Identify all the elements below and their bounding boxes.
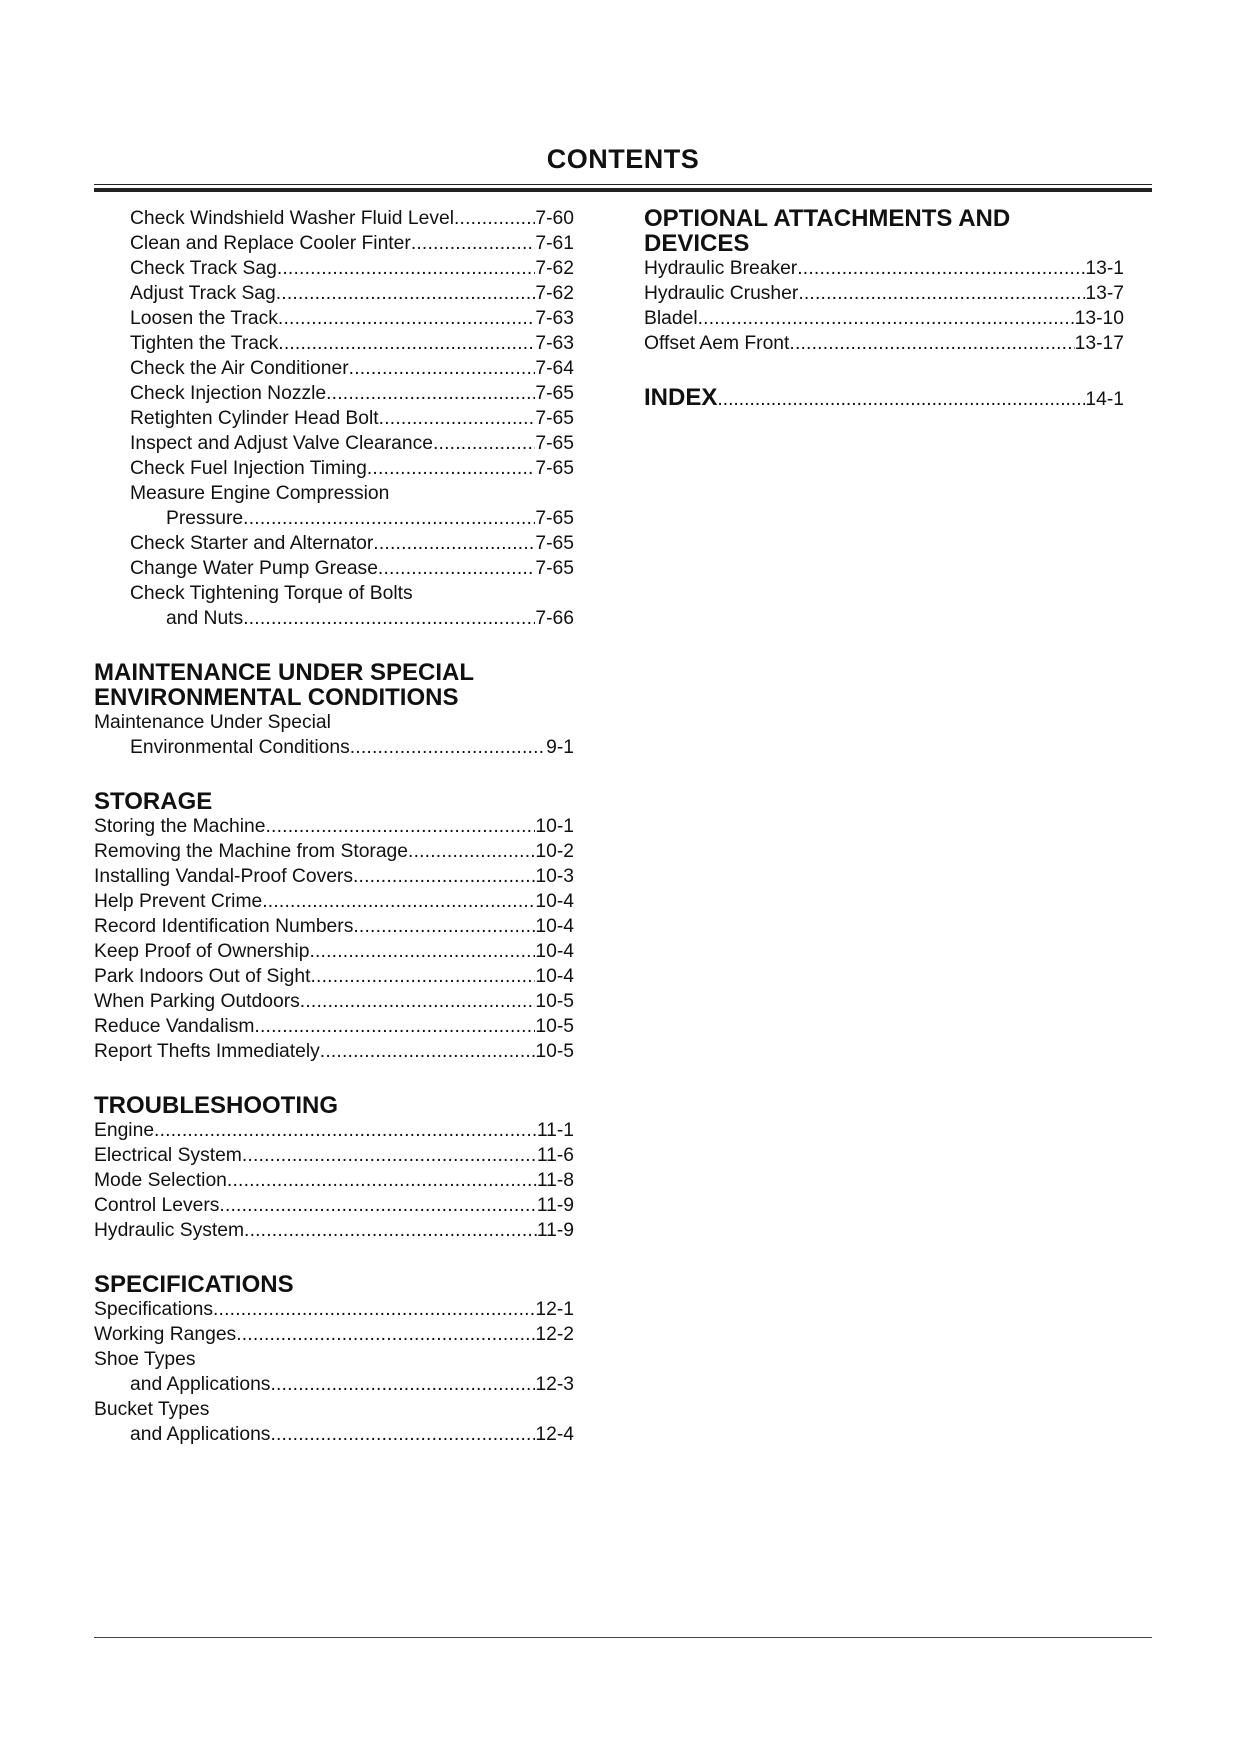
- toc-entry[interactable]: Control Levers ..... 11-9: [94, 1193, 574, 1218]
- toc-entry[interactable]: Mode Selection ..... 11-8: [94, 1168, 574, 1193]
- section-heading-storage: STORAGE: [94, 788, 213, 815]
- toc-entry-line1[interactable]: Shoe Types: [94, 1349, 196, 1370]
- section-heading-optional-line2: DEVICES: [644, 230, 750, 257]
- toc-entry[interactable]: and Applications ..... 12-4: [94, 1422, 574, 1447]
- toc-entry[interactable]: Check Fuel Injection Timing ..... 7-65: [130, 456, 574, 481]
- toc-entry[interactable]: Storing the Machine ..... 10-1: [94, 814, 574, 839]
- toc-entry[interactable]: Engine ..... 11-1: [94, 1118, 574, 1143]
- toc-entry[interactable]: Environmental Conditions ..... 9-1: [94, 735, 574, 760]
- page-title: CONTENTS: [546, 144, 700, 174]
- footer-rule: [94, 1637, 1152, 1638]
- toc-entry[interactable]: Reduce Vandalism ..... 10-5: [94, 1014, 574, 1039]
- left-column: [94, 206, 574, 1447]
- section-heading-special-line2: ENVIRONMENTAL CONDITIONS: [94, 684, 459, 711]
- toc-entry[interactable]: Record Identification Numbers ..... 10-4: [94, 914, 574, 939]
- toc-entry[interactable]: Keep Proof of Ownership ..... 10-4: [94, 939, 574, 964]
- toc-entry[interactable]: Adjust Track Sag ..... 7-62: [130, 281, 574, 306]
- toc-entry[interactable]: Working Ranges ..... 12-2: [94, 1322, 574, 1347]
- toc-entry-line1[interactable]: Bucket Types: [94, 1399, 210, 1420]
- toc-entry[interactable]: Retighten Cylinder Head Bolt ..... 7-65: [130, 406, 574, 431]
- toc-entry[interactable]: Change Water Pump Grease ..... 7-65: [130, 556, 574, 581]
- toc-entry[interactable]: Check Injection Nozzle ..... 7-65: [130, 381, 574, 406]
- toc-entry[interactable]: Installing Vandal-Proof Covers ..... 10-3: [94, 864, 574, 889]
- toc-entry[interactable]: Tighten the Track ..... 7-63: [130, 331, 574, 356]
- toc-entry[interactable]: Inspect and Adjust Valve Clearance ..... 7-65: [130, 431, 574, 456]
- toc-entry[interactable]: Check Windshield Washer Fluid Level ..... 7-60: [130, 206, 574, 231]
- toc-entry[interactable]: Offset Aem Front ..... 13-17: [644, 331, 1124, 356]
- toc-entry[interactable]: Clean and Replace Cooler Finter ..... 7-61: [130, 231, 574, 256]
- toc-entry[interactable]: and Nuts ..... 7-66: [94, 606, 574, 631]
- toc-entry[interactable]: Bladel ..... 13-10: [644, 306, 1124, 331]
- toc-entry-index[interactable]: INDEX ..... 14-1: [644, 385, 1124, 411]
- toc-entry[interactable]: Check Track Sag ..... 7-62: [130, 256, 574, 281]
- maintenance-continued-list-2: [94, 531, 574, 606]
- toc-entry[interactable]: Report Thefts Immediately ..... 10-5: [94, 1039, 574, 1064]
- section-heading-index: INDEX: [644, 384, 718, 411]
- title-rule-thick: [94, 188, 1152, 192]
- toc-entry[interactable]: Hydraulic Breaker ..... 13-1: [644, 256, 1124, 281]
- right-column: [644, 206, 1124, 411]
- toc-entry[interactable]: Check Starter and Alternator ..... 7-65: [130, 531, 574, 556]
- maintenance-continued-list: [94, 206, 574, 506]
- title-rule-thin: [94, 184, 1152, 185]
- toc-entry-line1[interactable]: Maintenance Under Special: [94, 712, 331, 733]
- toc-entry[interactable]: Specifications ..... 12-1: [94, 1297, 574, 1322]
- toc-entry-line1[interactable]: Check Tightening Torque of Bolts: [130, 583, 413, 604]
- toc-entry[interactable]: Pressure ..... 7-65: [94, 506, 574, 531]
- toc-entry[interactable]: Removing the Machine from Storage ..... 10-2: [94, 839, 574, 864]
- toc-entry[interactable]: Hydraulic Crusher ..... 13-7: [644, 281, 1124, 306]
- toc-entry[interactable]: Help Prevent Crime ..... 10-4: [94, 889, 574, 914]
- toc-entry[interactable]: Loosen the Track ..... 7-63: [130, 306, 574, 331]
- section-heading-special: MAINTENANCE UNDER SPECIAL: [94, 659, 475, 686]
- toc-entry[interactable]: When Parking Outdoors ..... 10-5: [94, 989, 574, 1014]
- toc-entry-line1[interactable]: Measure Engine Compression: [130, 483, 390, 504]
- section-heading-specifications: SPECIFICATIONS: [94, 1271, 294, 1298]
- section-heading-troubleshooting: TROUBLESHOOTING: [94, 1092, 338, 1119]
- section-heading-optional: OPTIONAL ATTACHMENTS AND: [644, 205, 1011, 232]
- toc-entry[interactable]: Park Indoors Out of Sight ..... 10-4: [94, 964, 574, 989]
- toc-entry[interactable]: Hydraulic System ..... 11-9: [94, 1218, 574, 1243]
- toc-entry[interactable]: Check the Air Conditioner ..... 7-64: [130, 356, 574, 381]
- toc-entry[interactable]: Electrical System ..... 11-6: [94, 1143, 574, 1168]
- toc-entry[interactable]: and Applications ..... 12-3: [94, 1372, 574, 1397]
